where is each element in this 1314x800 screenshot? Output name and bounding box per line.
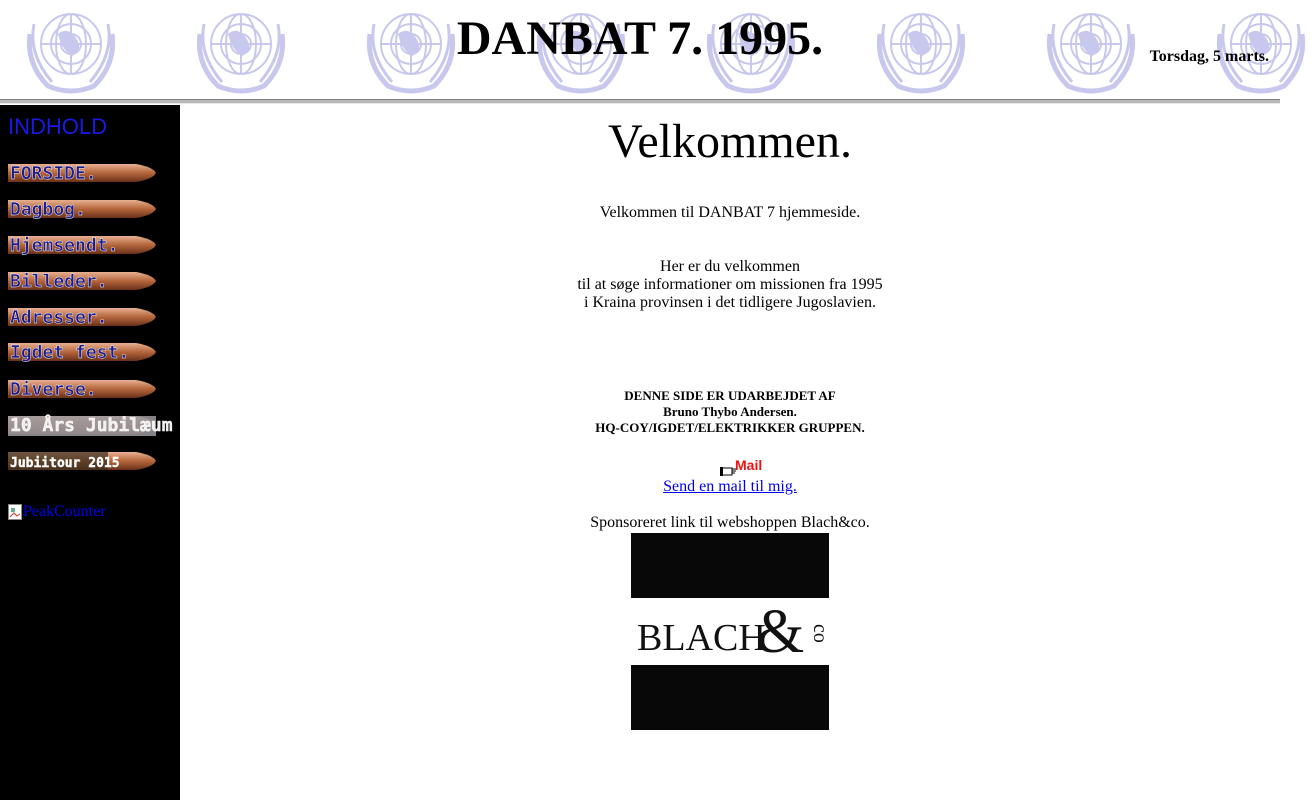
sidebar-item-forside[interactable] (8, 163, 156, 183)
peakcounter-alt-text: PeakCounter (23, 503, 106, 520)
intro-text: Velkommen til DANBAT 7 hjemmeside. (599, 204, 861, 221)
sidebar-item-jubiitour-2015[interactable] (8, 451, 156, 471)
blach-co-banner[interactable] (630, 532, 830, 732)
body-line-1: Her er du velkommen (660, 258, 800, 275)
sidebar-item-label: Diverse. (10, 379, 97, 400)
peakcounter-link[interactable] (8, 503, 106, 521)
sidebar-item-label: Dagbog. (10, 199, 86, 220)
credits-line-1: DENNE SIDE ER UDARBEJDET AF (624, 388, 836, 403)
sidebar-heading: INDHOLD (8, 114, 108, 139)
welcome-heading: Velkommen. (608, 115, 852, 168)
broken-image-icon (8, 504, 22, 520)
mail-link-wrapper (180, 478, 1280, 496)
site-title: DANBAT 7. 1995. (456, 12, 824, 65)
svg-text:&: & (756, 598, 805, 666)
svg-text:Mail: Mail (735, 457, 763, 473)
sidebar-item-label: Jubiitour 2015 (10, 456, 120, 471)
credits-line-3: HQ-COY/IGDET/ELEKTRIKKER GRUPPEN. (595, 420, 865, 435)
sponsor-text: Sponsoreret link til webshoppen Blach&co. (590, 514, 870, 531)
mail-icon[interactable] (720, 457, 770, 479)
sidebar-item-10-aars-jubilaeum[interactable] (8, 415, 173, 436)
body-line-3: i Kraina provinsen i det tidligere Jugoslavien. (584, 294, 876, 311)
credits-block (180, 388, 1280, 436)
sidebar-item-diverse[interactable] (8, 379, 156, 399)
body-line-2: til at søge informationer om missionen fra 1995 (577, 276, 883, 293)
sidebar-item-label: 10 Års Jubilæum (10, 415, 173, 436)
svg-text:co: co (809, 624, 831, 643)
sidebar-item-hjemsendt[interactable] (8, 235, 156, 255)
header-divider (0, 99, 1280, 104)
sidebar-item-label: Adresser. (10, 307, 108, 328)
current-date: Torsdag, 5 marts. (1149, 48, 1269, 65)
page-header (0, 0, 1280, 100)
sidebar-item-label: Billeder. (10, 271, 108, 292)
sidebar (0, 105, 180, 800)
sidebar-item-billeder[interactable] (8, 271, 156, 291)
main-content (180, 105, 1280, 800)
sidebar-item-dagbog[interactable] (8, 199, 156, 219)
send-mail-link[interactable]: Send en mail til mig. (663, 478, 797, 495)
svg-text:BLACH: BLACH (637, 617, 766, 659)
sidebar-item-label: Hjemsendt. (10, 235, 119, 256)
credits-line-2: Bruno Thybo Andersen. (663, 404, 797, 419)
sidebar-item-adresser[interactable] (8, 307, 156, 327)
sidebar-item-label: FORSIDE. (10, 163, 97, 184)
sidebar-item-igdet-fest[interactable] (8, 342, 156, 362)
sidebar-item-label: Igdet fest. (10, 342, 130, 363)
